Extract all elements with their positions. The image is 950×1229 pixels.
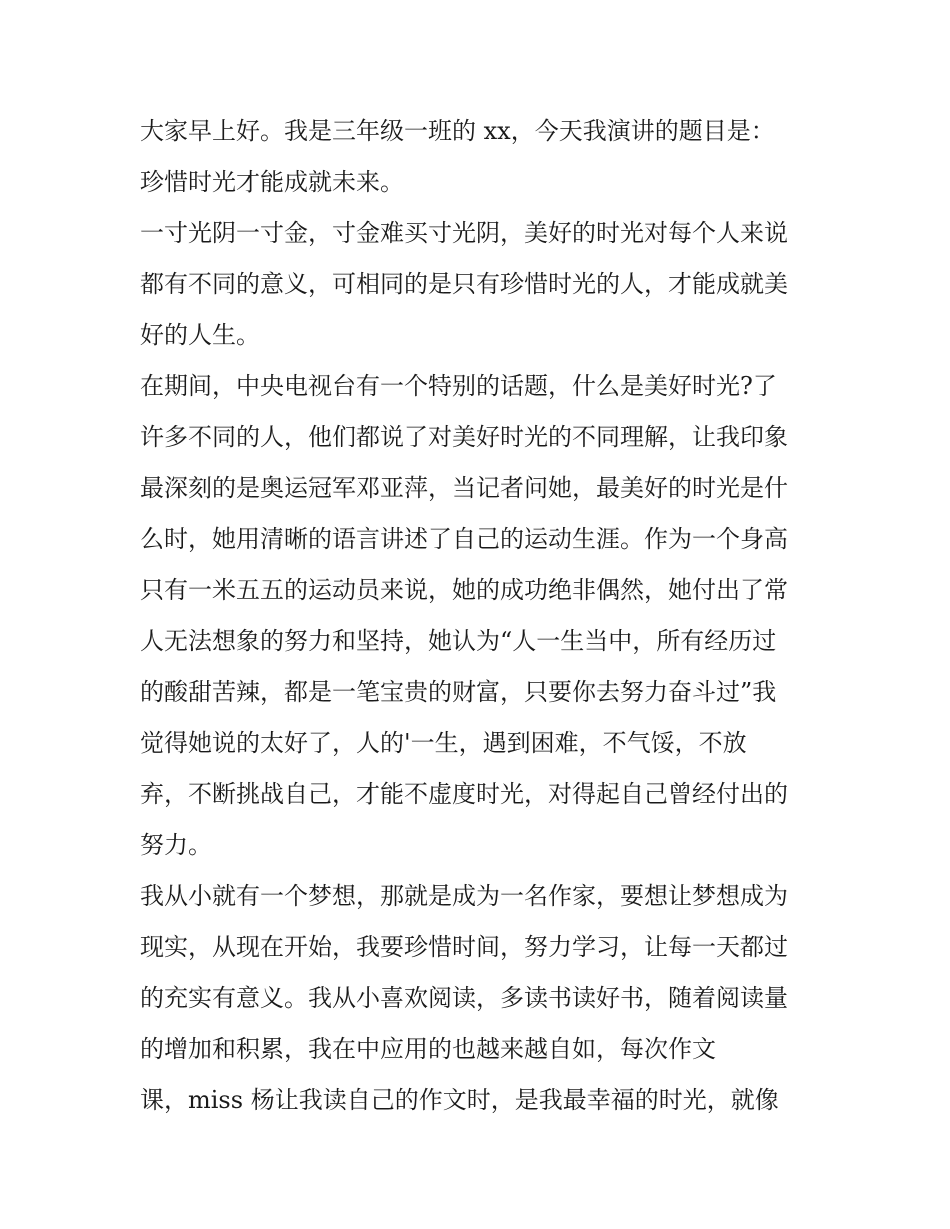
text-line: 好的人生。 — [140, 321, 260, 349]
text-line: 努力。 — [140, 831, 212, 859]
text-line: 现实，从现在开始，我要珍惜时间，努力学习，让每一天都过 — [140, 933, 788, 961]
text-line: 觉得她说的太好了，人的'一生，遇到困难，不气馁，不放 — [140, 729, 747, 757]
text-line: 都有不同的意义，可相同的是只有珍惜时光的人，才能成就美 — [140, 270, 788, 298]
text-line: 弃，不断挑战自己，才能不虚度时光，对得起自己曾经付出的 — [140, 780, 788, 808]
text-line: 许多不同的人，他们都说了对美好时光的不同理解，让我印象 — [140, 423, 788, 451]
document-body — [140, 106, 830, 1126]
text-line: 只有一米五五的运动员来说，她的成功绝非偶然，她付出了常 — [140, 576, 788, 604]
text-line: 大家早上好。我是三年级一班的 xx，今天我演讲的题目是： — [140, 117, 775, 145]
text-line: 我从小就有一个梦想，那就是成为一名作家，要想让梦想成为 — [140, 882, 788, 910]
text-line: 人无法想象的努力和坚持，她认为“人一生当中，所有经历过 — [140, 627, 777, 655]
text-line: 在期间，中央电视台有一个特别的话题，什么是美好时光?了 — [140, 372, 777, 400]
text-line: 的增加和积累，我在中应用的也越来越自如，每次作文 — [140, 1035, 716, 1063]
text-line: 的充实有意义。我从小喜欢阅读，多读书读好书，随着阅读量 — [140, 984, 788, 1012]
text-line: 最深刻的是奥运冠军邓亚萍，当记者问她，最美好的时光是什 — [140, 474, 788, 502]
text-line: 的酸甜苦辣，都是一笔宝贵的财富，只要你去努力奋斗过”我 — [140, 678, 777, 706]
text-line: 么时，她用清晰的语言讲述了自己的运动生涯。作为一个身高 — [140, 525, 788, 553]
text-line: 一寸光阴一寸金，寸金难买寸光阴，美好的时光对每个人来说 — [140, 219, 788, 247]
text-line: 珍惜时光才能成就未来。 — [140, 168, 404, 196]
text-line: 课，miss 杨让我读自己的作文时，是我最幸福的时光，就像 — [140, 1086, 779, 1114]
